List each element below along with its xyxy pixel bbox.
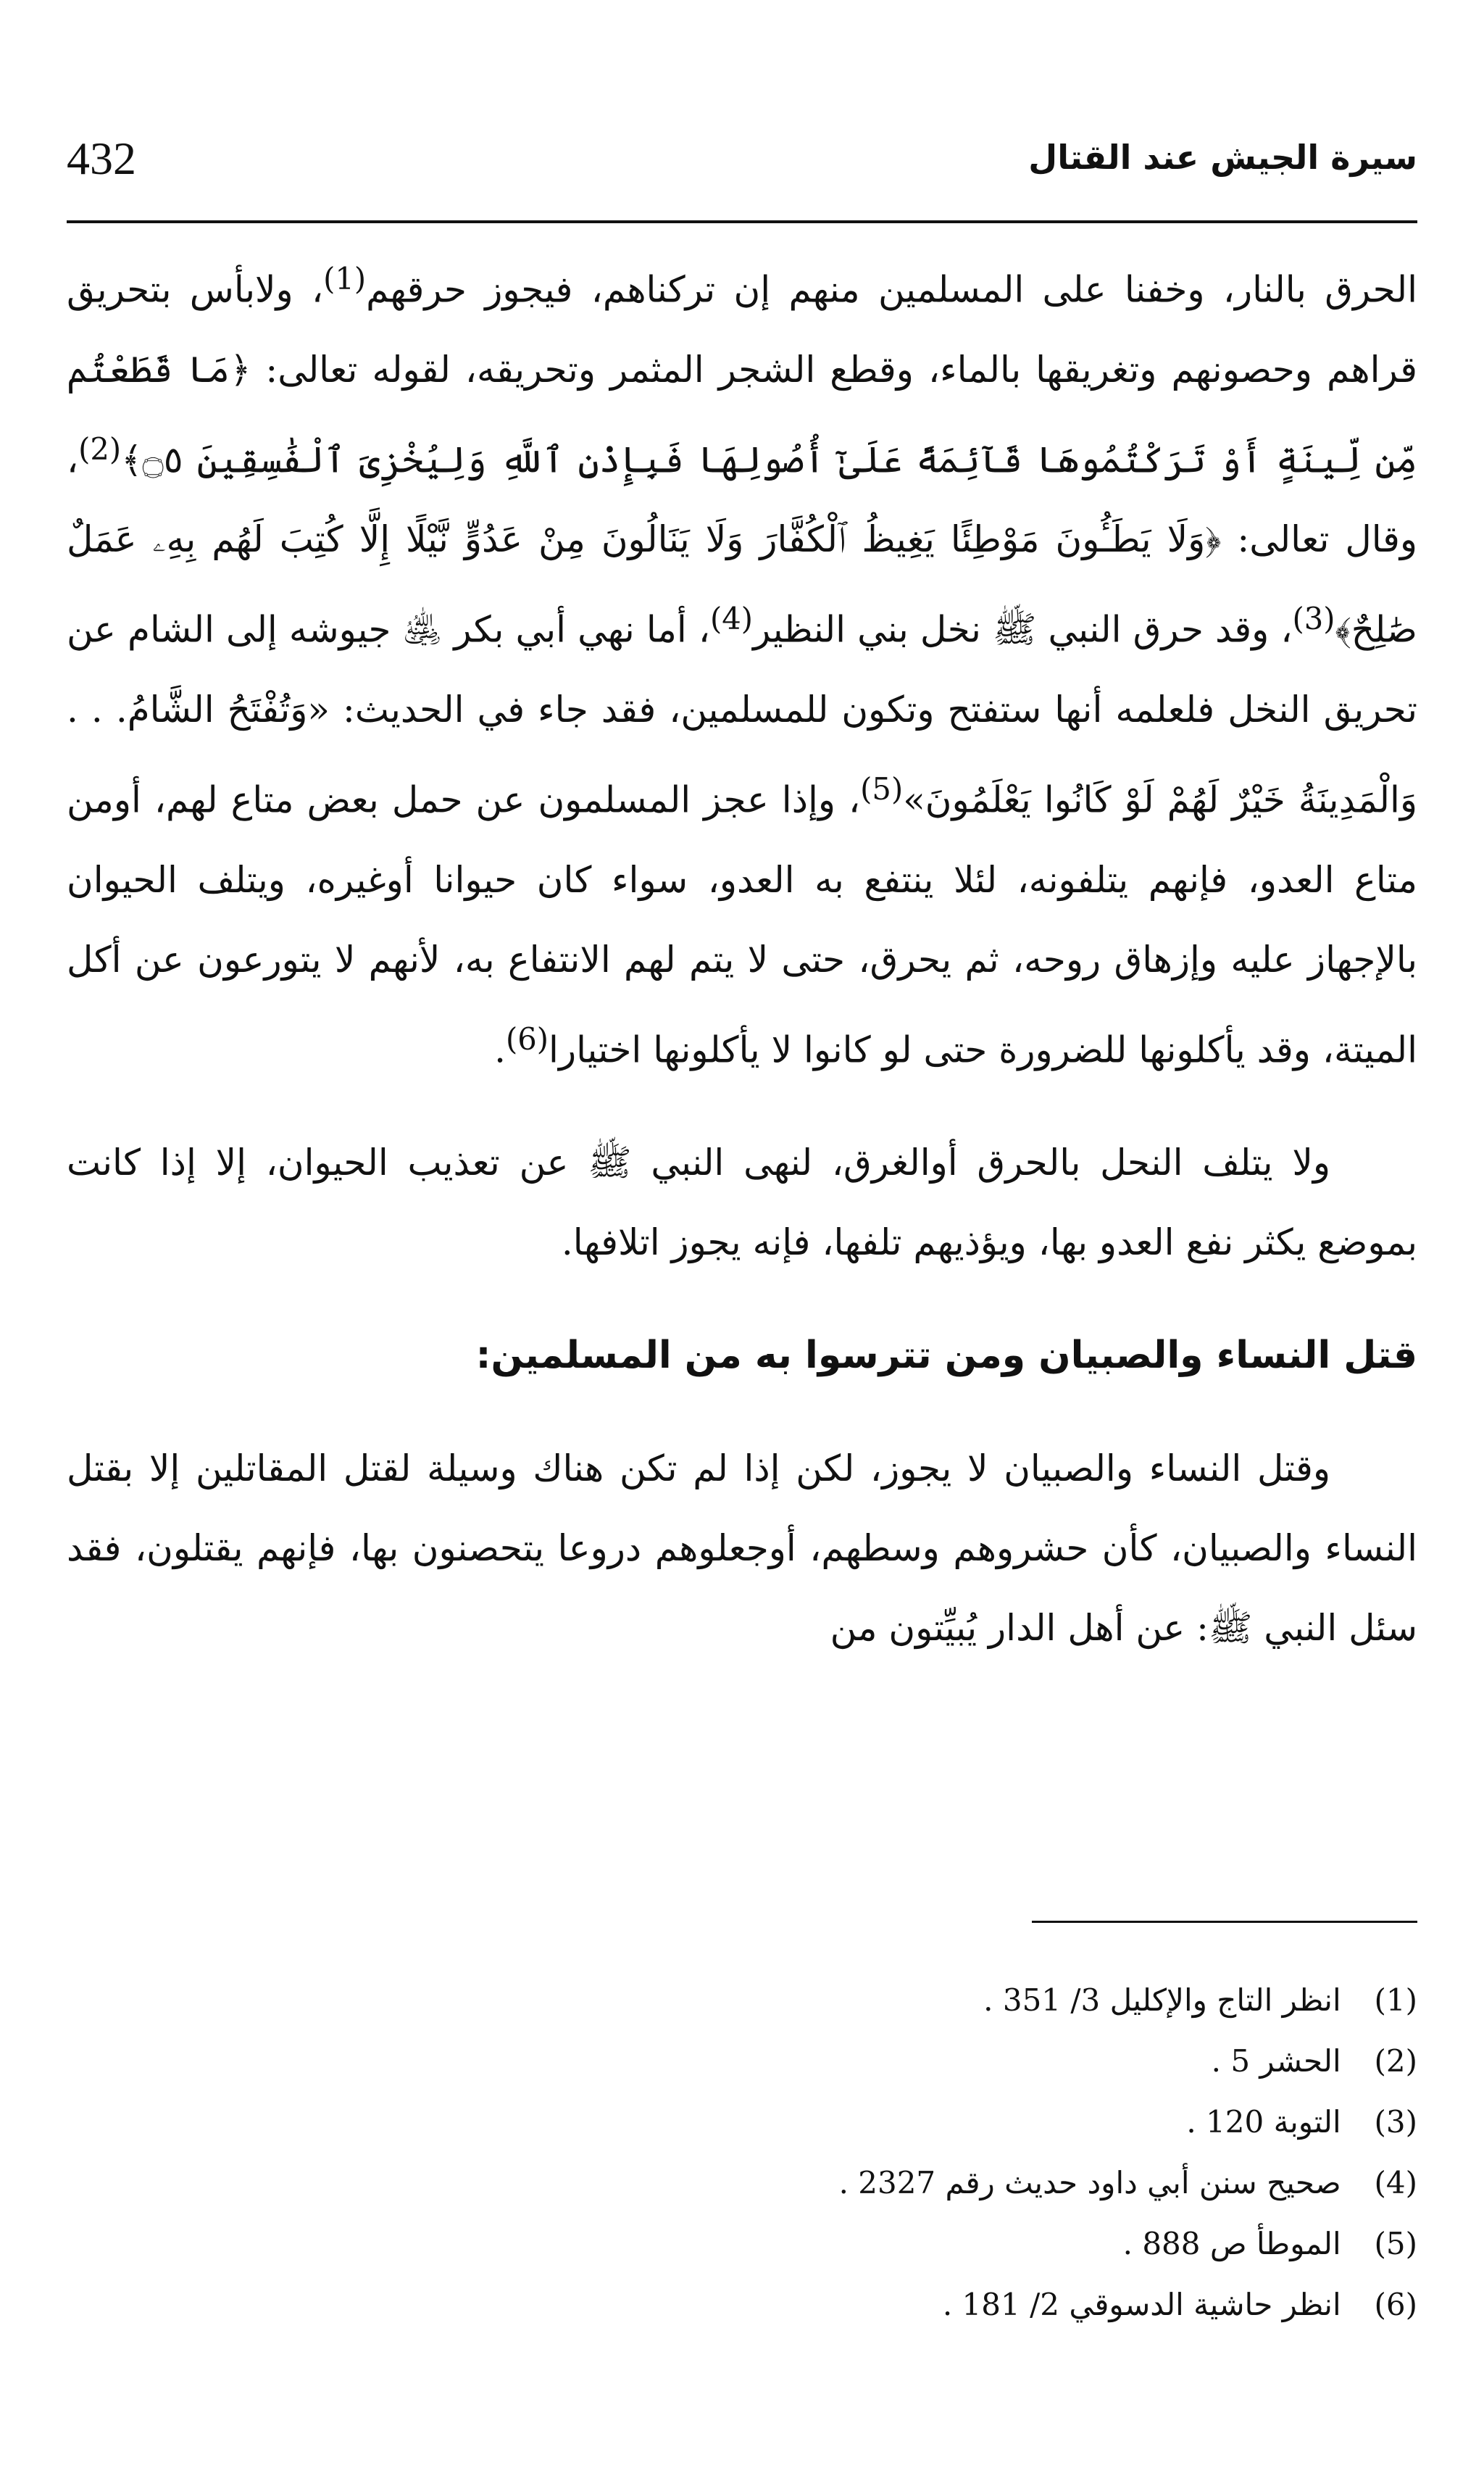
footnote-number: (5) (1374, 2226, 1417, 2261)
text-run: ، ولابأس بتحريق قراهم وحصونهم وتغريقها بالماء، وقطع الشجر المثمر وتحريقه، لقوله تعالى: (67, 268, 1417, 391)
page-number: 432 (67, 133, 136, 184)
paragraph-gap (67, 1395, 1417, 1429)
paragraph-1 (67, 239, 1417, 1089)
footnote-text: انظر التاج والإكليل 3/ 351 . (983, 1982, 1341, 2018)
quran-verse-2: ﴿وَلَا يَطَـُٔونَ مَوْطِئًا يَغِيظُ ٱلْكُفَّارَ وَلَا يَنَالُونَ مِنْ عَدُوٍّ نَّيْلًا إِلَّا كُتِبَ لَهُم بِهِۦ عَمَلٌ صَٰلِحٌ﴾ (67, 518, 1417, 651)
section-heading: قتل النساء والصبيان ومن تترسوا به من المسلمين: (475, 1334, 1417, 1378)
footnote-text: الموطأ ص 888 . (1122, 2226, 1341, 2261)
footnote-ref-5[interactable]: (5) (860, 770, 904, 807)
paragraph-gap (67, 1282, 1417, 1316)
paragraph-gap (67, 1089, 1417, 1123)
footnote-ref-6[interactable]: (6) (506, 1021, 549, 1057)
footnote-item (67, 1970, 1417, 2031)
footnote-number: (2) (1374, 2043, 1417, 2079)
footnote-number: (1) (1374, 1982, 1417, 2018)
text-run: ، أما نهي أبي بكر ﵁ جيوشه إلى الشام عن تحريق النخل فلعلمه أنها ستفتح وتكون للمسلمين، فقد جاء في الحديث: «وَتُفْتَحُ الشَّامُ. . . وَالْمَدِينَةُ خَيْرٌ لَهُمْ لَوْ كَانُوا يَعْلَمُونَ» (67, 608, 1418, 821)
quran-verse-1: ﴿مَا قَطَعْتُم مِّن لِّينَةٍ أَوْ تَرَكْتُمُوهَا قَآئِمَةً عَلَىٰٓ أُصُولِهَا فَبِإِذْنِ ٱللَّهِ وَلِيُخْزِىَ ٱلْفَٰسِقِينَ ۝٥﴾ (67, 348, 1417, 481)
footnote-item (67, 2214, 1417, 2274)
footnote-text: انظر حاشية الدسوقي 2/ 181 . (942, 2287, 1341, 2322)
text-run: الحرق بالنار، وخفنا على المسلمين منهم إن تركناهم، فيجوز حرقهم (366, 268, 1417, 311)
book-title: سيرة الجيش عند القتال (1028, 138, 1417, 177)
paragraph-3: وقتل النساء والصبيان لا يجوز، لكن إذا لم تكن هناك وسيلة لقتل المقاتلين إلا بقتل النساء والصبيان، كأن حشروهم وسطهم، أوجعلوهم دروعا يتحصنون بها، فإنهم يقتلون، فقد سئل النبي ﷺ: عن أهل الدار يُبيِّتون من (67, 1447, 1417, 1650)
footnote-item (67, 2153, 1417, 2214)
text-run: ، وقال تعالى: (67, 439, 1417, 561)
footnote-number: (4) (1374, 2165, 1417, 2200)
footnote-ref-1[interactable]: (1) (323, 261, 367, 296)
footnote-text: الحشر 5 . (1211, 2043, 1341, 2079)
footnote-text: التوبة 120 . (1186, 2104, 1341, 2140)
footnote-ref-4[interactable]: (4) (710, 601, 754, 637)
footnote-ref-3[interactable]: (3) (1292, 601, 1335, 637)
footnote-item (67, 2274, 1417, 2335)
footnote-ref-2[interactable]: (2) (78, 431, 122, 467)
footnote-number: (3) (1374, 2104, 1417, 2140)
footnote-item (67, 2092, 1417, 2153)
text-run: . (494, 1028, 506, 1071)
text-run: ، وقد حرق النبي ﷺ نخل بني النظير (753, 608, 1293, 651)
header-rule (67, 220, 1417, 223)
text-run: ، وإذا عجز المسلمون عن حمل بعض متاع لهم، أومن متاع العدو، فإنهم يتلفونه، لئلا ينتفع به العدو، سواء كان حيوانا أوغيره، ويتلف الحيوان بالإجهاز عليه وإزهاق روحه، ثم يحرق، حتى لا يتم لهم الانتفاع به، لأنهم لا يتورعون عن أكل الميتة، وقد يأكلونها للضرورة حتى لو كانوا لا يأكلونها اختيارا (67, 778, 1417, 1071)
footnote-item (67, 2031, 1417, 2092)
footnote-text: صحيح سنن أبي داود حديث رقم 2327 . (838, 2165, 1341, 2200)
footnote-separator (1032, 1921, 1417, 1923)
paragraph-2: ولا يتلف النحل بالحرق أوالغرق، لنهى النبي ﷺ عن تعذيب الحيوان، إلا إذا كانت بموضع يكثر نفع العدو بها، ويؤذيهم تلفها، فإنه يجوز اتلافها. (67, 1142, 1417, 1264)
running-header (67, 128, 1417, 207)
main-text (67, 239, 1417, 1668)
footnote-number: (6) (1374, 2287, 1417, 2322)
footnotes-list (67, 1970, 1417, 2335)
